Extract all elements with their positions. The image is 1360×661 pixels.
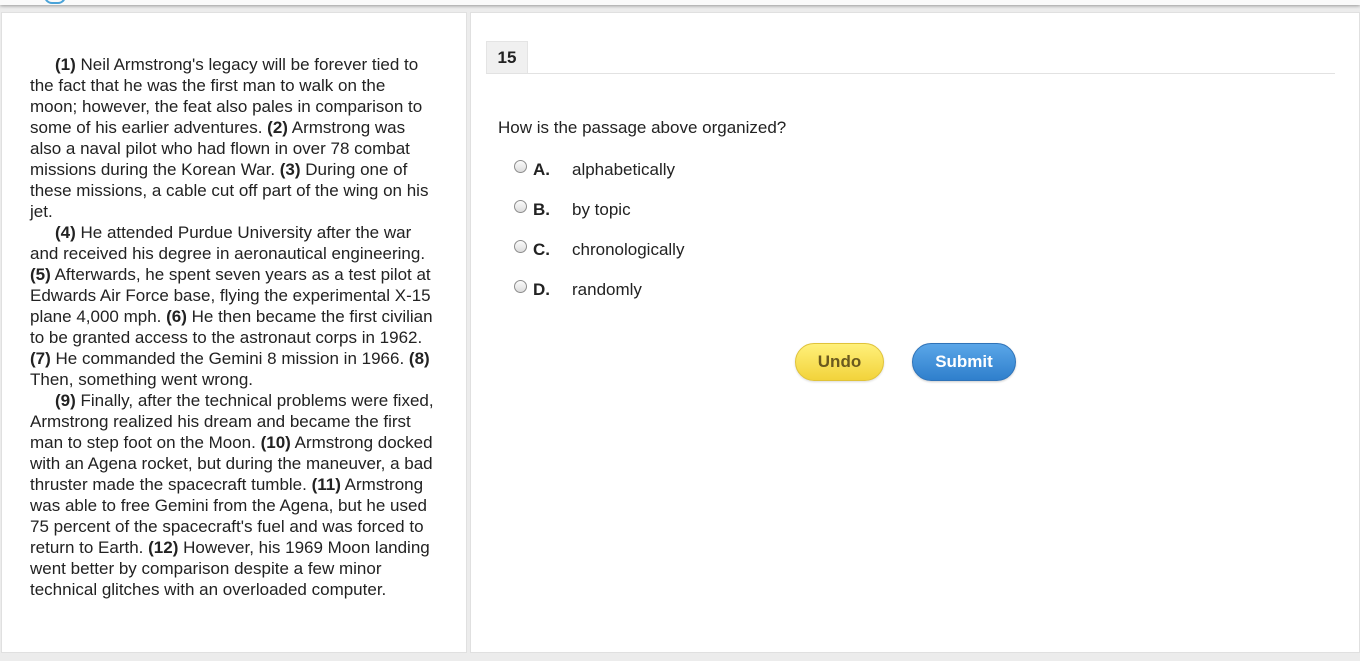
choice-letter: B. (533, 200, 550, 219)
passage-text (30, 54, 435, 600)
choice-b[interactable] (514, 198, 814, 238)
logo-icon (44, 0, 66, 4)
sentence-number: (11) (311, 475, 341, 494)
answer-choices (514, 158, 814, 318)
choice-text: randomly (572, 280, 642, 299)
sentence-text: Armstrong docked with an Agena rocket, but during the maneuver, a bad thruster made the spacecraft tumble. (30, 433, 433, 494)
sentence-text: Then, something went wrong. (30, 370, 254, 389)
passage-paragraph (30, 390, 435, 600)
question-prompt: How is the passage above organized? (498, 118, 787, 137)
sentence-text: Armstrong was able to free Gemini from the Agena, but he used 75 percent of the spacecraft's fuel and was forced to return to Earth. (30, 475, 427, 557)
passage-paragraph (30, 54, 435, 222)
sentence-number: (8) (408, 349, 430, 368)
radio-button-c[interactable] (514, 240, 527, 253)
choice-letter: D. (533, 280, 550, 299)
submit-button[interactable]: Submit (912, 343, 1016, 381)
sentence-text: Afterwards, he spent seven years as a test pilot at Edwards Air Force base, flying the experimental X-15 plane 4,000 mph. (30, 265, 431, 326)
sentence-number: (6) (166, 307, 187, 326)
question-panel (470, 12, 1360, 653)
sentence-number: (1) (55, 55, 76, 74)
passage-paragraph (30, 222, 435, 390)
sentence-text: Neil Armstrong's legacy will be forever tied to the fact that he was the first man to walk on the moon; however, the feat also pales in comparison to some of his earlier adventures. (30, 55, 423, 137)
choice-c[interactable] (514, 238, 814, 278)
choice-d[interactable] (514, 278, 814, 318)
question-number: 15 (486, 41, 528, 73)
sentence-number: (7) (30, 349, 51, 368)
sentence-text: He attended Purdue University after the war and received his degree in aeronautical engineering. (30, 223, 426, 263)
sentence-number: (5) (30, 265, 51, 284)
radio-button-b[interactable] (514, 200, 527, 213)
radio-button-a[interactable] (514, 160, 527, 173)
sentence-text: He commanded the Gemini 8 mission in 1966. (50, 349, 409, 368)
sentence-number: (4) (55, 223, 76, 242)
top-bar (0, 0, 1360, 5)
choice-text: by topic (572, 200, 631, 219)
radio-button-d[interactable] (514, 280, 527, 293)
sentence-text: However, his 1969 Moon landing went better by comparison despite a few minor technical glitches with an overloaded computer. (30, 538, 430, 599)
sentence-text: He then became the first civilian to be granted access to the astronaut corps in 1962. (30, 307, 433, 347)
choice-letter: C. (533, 240, 550, 259)
sentence-number: (2) (267, 118, 288, 137)
sentence-number: (12) (148, 538, 179, 557)
sentence-text: Armstrong was also a naval pilot who had flown in over 78 combat missions during the Korean War. (30, 118, 410, 179)
undo-button[interactable]: Undo (795, 343, 884, 381)
sentence-text: During one of these missions, a cable cut off part of the wing on his jet. (30, 160, 429, 221)
choice-a[interactable] (514, 158, 814, 198)
sentence-number: (3) (279, 160, 301, 179)
choice-text: chronologically (572, 240, 685, 259)
choice-text: alphabetically (572, 160, 676, 179)
sentence-number: (10) (260, 433, 291, 452)
sentence-text: Finally, after the technical problems were fixed, Armstrong realized his dream and became the first man to step foot on the Moon. (30, 391, 434, 452)
choice-letter: A. (533, 160, 550, 179)
sentence-number: (9) (55, 391, 76, 410)
question-number-bar (486, 41, 1335, 74)
passage-panel (1, 12, 467, 653)
